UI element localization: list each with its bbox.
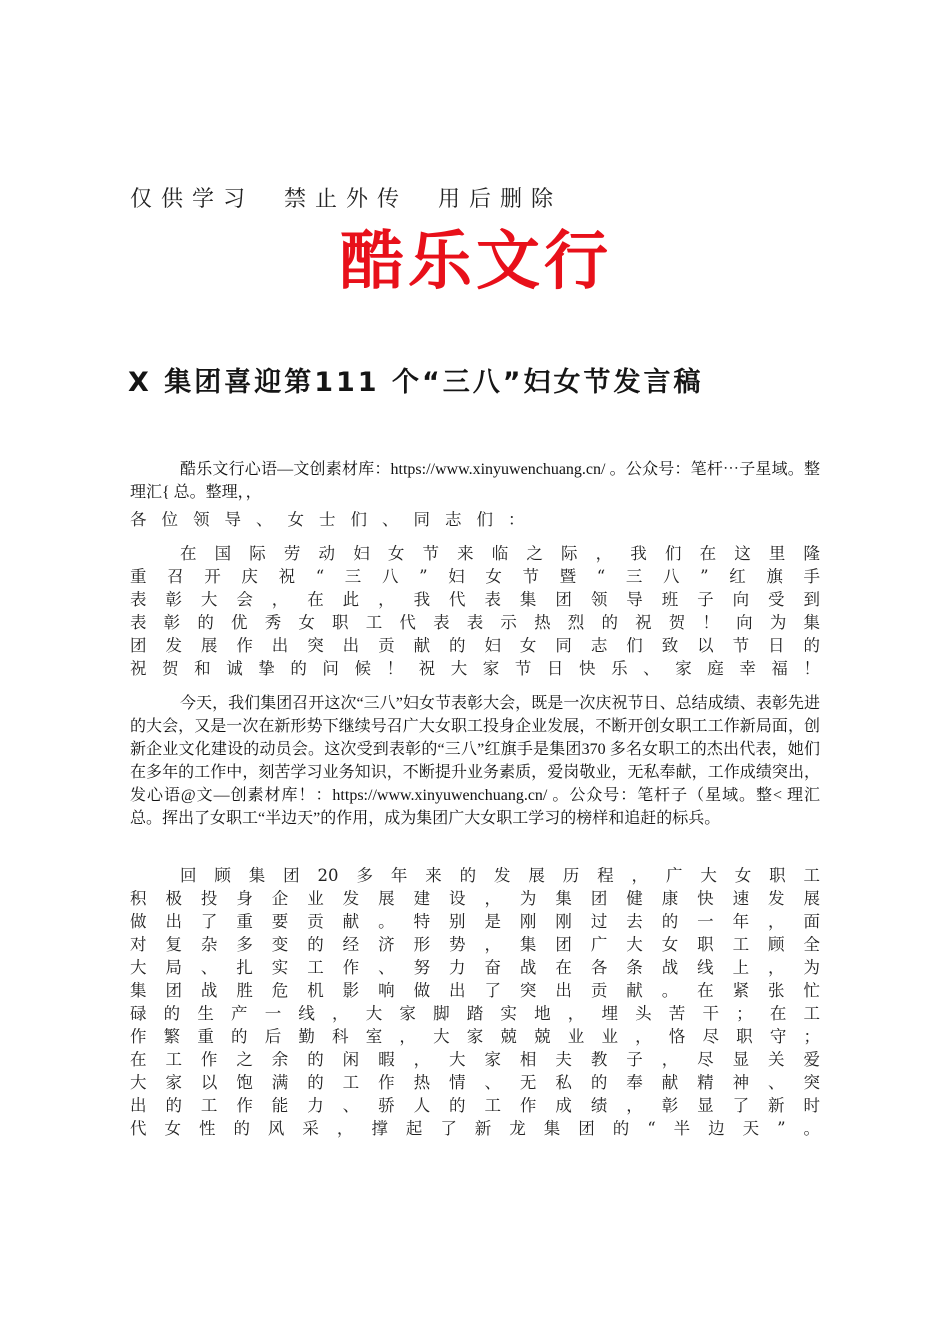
text-line: 积极投身企业发展建设，为集团健康快速发展 <box>130 889 820 908</box>
text-line: 碌的生产一线，大家脚踏实地，埋头苦干；在工 <box>130 1004 820 1023</box>
paragraph-2: 今天，我们集团召开这次“三八”妇女节表彰大会，既是一次庆祝节日、总结成绩、表彰先进的大会，又是一次在新形势下继续号召广大女职工投身企业发展，不断开创女职工工作新局面，创新企业文化建设的动员会。这次受到表彰的“三八”红旗手是集团370 多名女职工的杰出代表，她们在多年的工作中，刻苦学习业务知识，不断提升业务素质，爱岗敬业，无私奉献，工作成绩突出，发心语@文—创素材库！：https://www.xinyuwenchuang.cn/ 。公众号：笔杆子（星域。整< 理汇总。挥出了女职工“半边天”的作用，成为集团广大女职工学习的榜样和追赶的标兵。 <box>130 695 820 827</box>
text-line: 表彰大会，在此，我代表集团领导班子向受到 <box>130 590 820 609</box>
text-line: 代女性的风采，撑起了新龙集团的“半边天”。 <box>130 1119 820 1138</box>
text-line: 回顾集团20多年来的发展历程，广大女职工 <box>180 866 820 885</box>
text-line: 在工作之余的闲暇，大家相夫教子，尽显关爱 <box>130 1050 820 1069</box>
intro-section <box>130 458 820 504</box>
text-line: 大家以饱满的工作热情、无私的奉献精神、突 <box>130 1073 820 1092</box>
text-line: 祝贺和诚挚的问候！祝大家节日快乐、家庭幸福！ <box>130 659 820 678</box>
text-line: 集团战胜危机影响做出了突出贡献。在紧张忙 <box>130 981 820 1000</box>
text-line: 出的工作能力、骄人的工作成绩，彰显了新时 <box>130 1096 820 1115</box>
intro-paragraph: 酷乐文行心语—文创素材库：https://www.xinyuwenchuang.cn/ 。公众号：笔杆⋯子星域。整理汇{ 总。整理，， <box>130 461 820 501</box>
notice-part: 禁止外传 <box>284 187 409 212</box>
text-line: 做出了重要贡献。特别是刚刚过去的一年，面 <box>130 912 820 931</box>
text-line: 作繁重的后勤科室，大家兢兢业业，恪尽职守； <box>130 1027 820 1046</box>
text-line: 大局、扎实工作、努力奋战在各条战线上，为 <box>130 958 820 977</box>
brand-logo-text: 酷乐文行 <box>340 224 612 299</box>
notice-part: 用后删除 <box>438 187 563 212</box>
paragraph-2-section <box>130 692 820 830</box>
greeting-line: 各位领导、女士们、同志们： <box>130 510 540 529</box>
text-line: 表彰的优秀女职工代表表示热烈的祝贺！向为集 <box>130 613 820 632</box>
text-line: 团发展作出突出贡献的妇女同志们致以节日的 <box>130 636 820 655</box>
text-line: 重召开庆祝“三八”妇女节暨“三八”红旗手 <box>130 567 820 586</box>
greeting-section <box>130 508 820 531</box>
document-title: X 集团喜迎第111 个“三八”妇女节发言稿 <box>128 367 704 398</box>
usage-notice <box>130 182 576 213</box>
notice-part: 仅供学习 <box>130 187 255 212</box>
paragraph-3 <box>130 864 820 1140</box>
text-line: 在国际劳动妇女节来临之际，我们在这里隆 <box>180 544 820 563</box>
text-line: 对复杂多变的经济形势，集团广大女职工顾全 <box>130 935 820 954</box>
paragraph-1 <box>130 542 820 680</box>
